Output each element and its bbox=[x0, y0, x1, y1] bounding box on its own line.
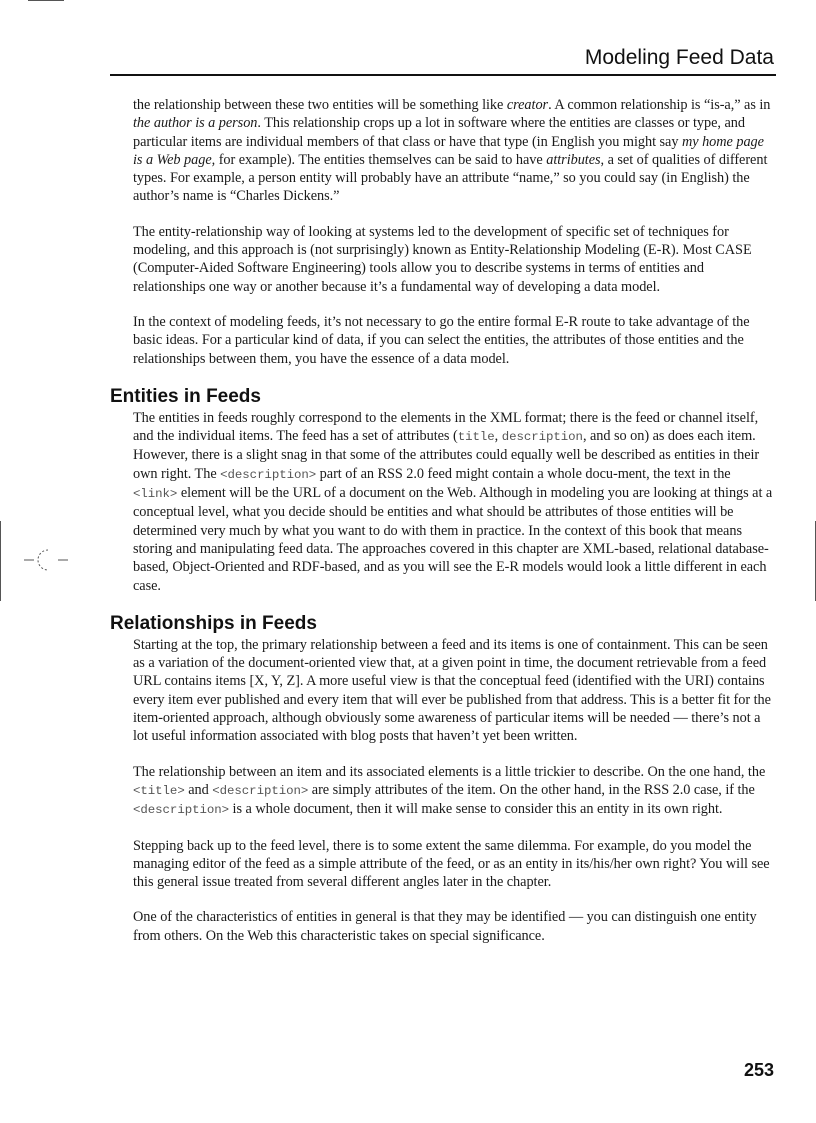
inline-code: title bbox=[457, 430, 495, 445]
text-run: Stepping back up to the feed level, there is to some extent the same dilemma. For example, do you model the managing editor of the feed as a simple attribute of the feed, or as an entity in its/his/her own right? You will see this general issue treated from several different angles later in the chapter. bbox=[133, 837, 770, 891]
section-heading-relationships: Relationships in Feeds bbox=[110, 612, 317, 634]
emphasis-text: attributes bbox=[546, 151, 601, 168]
text-run: Starting at the top, the primary relationship between a feed and its items is one of containment. This can be seen as a variation of the document-oriented view that, at a given point in time, the document retrievable from a feed URL contains items [X, Y, Z]. A more useful view is that the conceptual feed (identified with the URI) contains every item ever published and every item that will ever be published from that address. This is a better fit for the item-oriented approach, although obviously some awareness of particular items will be needed — there’s not a lot useful information associated with blog posts that haven’t yet been written. bbox=[133, 636, 771, 745]
text-run: In the context of modeling feeds, it’s not necessary to go the entire formal E-R route to take advantage of the basic ideas. For a particular kind of data, if you can select the entities, the attributes of those entities and the relationships between them, you have the essence of a data model. bbox=[133, 313, 750, 367]
header-rule bbox=[110, 74, 776, 76]
text-run: . A common relationship is “is-a,” as in bbox=[548, 97, 771, 113]
inline-code: <description> bbox=[133, 803, 230, 818]
text-run: and bbox=[184, 781, 213, 798]
text-run: for example). The entities themselves can be said to have bbox=[215, 151, 547, 168]
body-paragraph bbox=[133, 313, 775, 368]
body-paragraph bbox=[133, 763, 775, 820]
text-run: the relationship between these two entities will be something like bbox=[133, 97, 507, 113]
text-run: . This relationship crops up a lot in software where the entities are classes or type, and particular items are individual members of that class or have that type (in English you might say bbox=[133, 115, 745, 150]
body-paragraph bbox=[133, 636, 775, 746]
body-paragraph bbox=[133, 96, 775, 206]
registration-mark-icon bbox=[24, 548, 68, 572]
body-paragraph bbox=[133, 223, 775, 296]
page-number: 253 bbox=[743, 1060, 774, 1080]
text-run: , a set of qualities of different types. For example, a person entity will probably have an attribute “name,” so you could say (in English) the author’s name is “Charles Dickens.” bbox=[133, 151, 768, 205]
text-run: The entity-relationship way of looking at systems led to the development of specific set of techniques for modeling, and this approach is (not surprisingly) known as Entity-Relationship Modeling (E-R). Most CASE (Computer-Aided Software Engineering) tools allow you to describe systems in terms of entities and relationships one way or another because it’s a fundamental way of developing a data model. bbox=[133, 223, 752, 295]
text-run: The relationship between an item and its associated elements is a little trickier to describe. On the one hand, the bbox=[133, 763, 766, 780]
emphasis-text: my home page is a Web page, bbox=[133, 133, 764, 168]
emphasis-text: creator bbox=[506, 97, 549, 113]
text-run: The entities in feeds roughly correspond to the elements in the XML format; there is the feed or channel itself, and the individual items. The feed has a set of attributes ( bbox=[133, 409, 759, 445]
section-heading-entities: Entities in Feeds bbox=[110, 385, 261, 407]
body-paragraph bbox=[133, 908, 775, 945]
crop-mark-left bbox=[0, 521, 1, 601]
emphasis-text: the author is a person bbox=[133, 115, 258, 132]
text-run: is a whole document, then it will make sense to consider this an entity in its own right. bbox=[229, 801, 723, 818]
text-run: part of an RSS 2.0 feed might contain a whole docu-ment, the text in the bbox=[316, 465, 731, 482]
body-paragraph bbox=[133, 837, 775, 892]
inline-code: <title> bbox=[133, 783, 185, 798]
text-run: are simply attributes of the item. On the other hand, in the RSS 2.0 case, if the bbox=[308, 781, 755, 798]
text-run: , and so on) as does each item. However, there is a slight snag in that some of the attributes could equally well be described as entities in their own right. The bbox=[133, 428, 760, 482]
inline-code: description bbox=[501, 430, 583, 445]
page-body bbox=[110, 96, 775, 962]
crop-mark-top bbox=[28, 0, 64, 1]
body-paragraph bbox=[133, 409, 775, 595]
text-run: One of the characteristics of entities in general is that they may be identified — you can distinguish one entity from others. On the Web this characteristic takes on special significance. bbox=[133, 909, 757, 944]
text-run: , bbox=[494, 428, 502, 445]
running-header-title: Modeling Feed Data bbox=[584, 46, 774, 69]
inline-code: <description> bbox=[220, 467, 317, 482]
inline-code: <link> bbox=[133, 487, 178, 502]
text-run: element will be the URL of a document on the Web. Although in modeling you are looking at things at a conceptual level, what you decide should be entities and what should be attributes of those entities will be determined very much by what you want to do with them in practice. In the context of this book that means storing and manipulating feed data. The approaches covered in this chapter are XML-based, relational database-based, Object-Oriented and RDF-based, and as you will see the E-R models would look a little different in each case. bbox=[133, 485, 773, 594]
inline-code: <description> bbox=[212, 783, 309, 798]
